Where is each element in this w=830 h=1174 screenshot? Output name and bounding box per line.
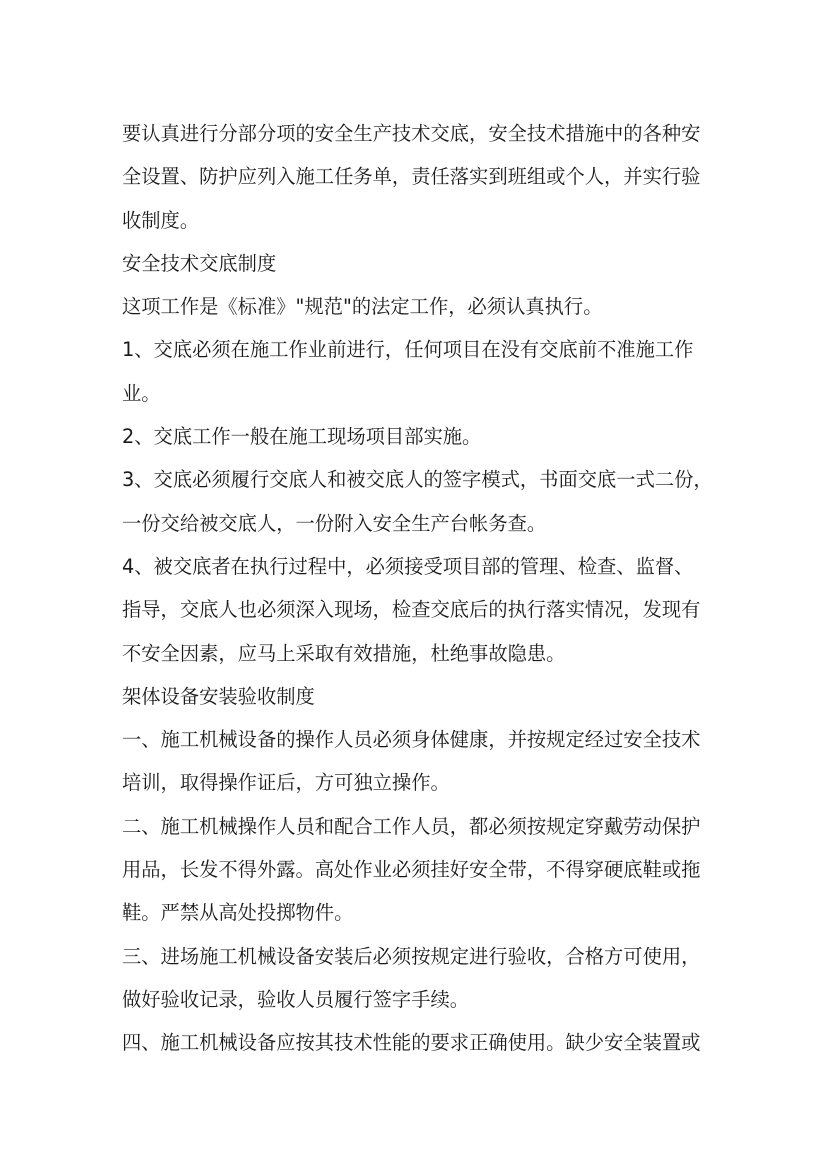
text-line: 鞋。严禁从高处投掷物件。	[122, 901, 354, 925]
text-line: 4、被交底者在执行过程中，必须接受项目部的管理、检查、监督、	[122, 554, 694, 578]
text-line: 指导，交底人也必须深入现场，检查交底后的执行落实情况，发现有	[122, 598, 701, 622]
text-line: 安全技术交底制度	[122, 251, 277, 275]
text-line: 四、施工机械设备应按其技术性能的要求正确使用。缺少安全装置或	[122, 1031, 701, 1055]
text-line: 业。	[122, 381, 161, 405]
text-line: 全设置、防护应列入施工任务单，责任落实到班组或个人，并实行验	[122, 165, 701, 189]
text-line: 一、施工机械设备的操作人员必须身体健康，并按规定经过安全技术	[122, 728, 701, 752]
text-line: 不安全因素，应马上采取有效措施，杜绝事故隐患。	[122, 641, 566, 665]
text-line: 收制度。	[122, 208, 200, 232]
text-line: 培训，取得操作证后，方可独立操作。	[122, 771, 450, 795]
text-line: 一份交给被交底人，一份附入安全生产台帐务查。	[122, 511, 547, 535]
text-line: 2、交底工作一般在施工现场项目部实施。	[122, 425, 482, 449]
text-line: 要认真进行分部分项的安全生产技术交底，安全技术措施中的各种安	[122, 122, 701, 145]
text-line: 二、施工机械操作人员和配合工作人员，都必须按规定穿戴劳动保护	[122, 814, 701, 838]
document-body	[122, 112, 722, 1065]
text-line: 1、交底必须在施工作业前进行，任何项目在没有交底前不准施工作	[122, 338, 694, 362]
text-line: 架体设备安装验收制度	[122, 684, 315, 708]
text-line: 3、交底必须履行交底人和被交底人的签字模式，书面交底一式二份，	[122, 468, 713, 492]
text-line: 这项工作是《标准》"规范"的法定工作，必须认真执行。	[122, 295, 603, 319]
text-line: 用品，长发不得外露。高处作业必须挂好安全带，不得穿硬底鞋或拖	[122, 858, 701, 882]
text-line: 三、进场施工机械设备安装后必须按规定进行验收，合格方可使用，	[122, 944, 701, 968]
text-line: 做好验收记录，验收人员履行签字手续。	[122, 987, 470, 1011]
